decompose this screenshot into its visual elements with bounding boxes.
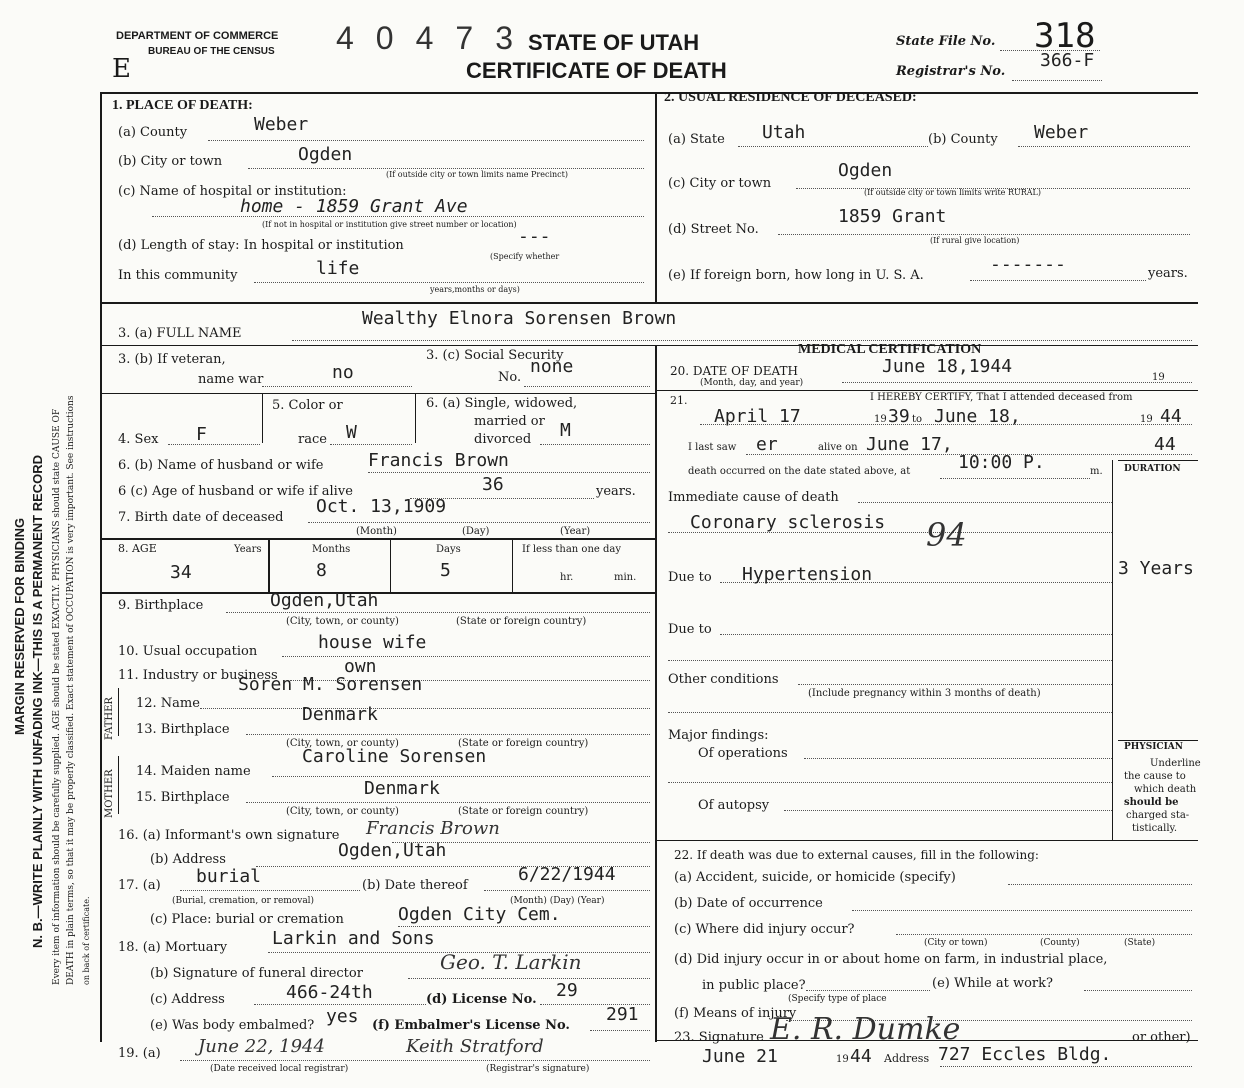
s2-state-label: (a) State	[668, 132, 725, 147]
alive-on: June 17,	[866, 434, 953, 455]
s1-city: Ogden	[298, 144, 353, 165]
immediate-cause: Coronary sclerosis	[690, 512, 886, 533]
phys-note-6: tistically.	[1132, 823, 1178, 834]
burial-date-label: (b) Date thereof	[362, 878, 468, 893]
license-label: (d) License No.	[426, 992, 537, 1007]
bp-state-note: (State or foreign country)	[456, 616, 587, 627]
date-of-death: June 18,1944	[882, 356, 1013, 377]
mortuary-label: 18. (a) Mortuary	[118, 940, 228, 955]
dod-label: 20. DATE OF DEATH	[670, 364, 798, 378]
cert-label: 21.	[670, 394, 688, 407]
embalmed: yes	[326, 1006, 359, 1027]
age-days: 5	[440, 560, 451, 581]
page-title: CERTIFICATE OF DEATH	[466, 58, 727, 83]
s2-city: Ogden	[838, 160, 893, 181]
mother-birthplace: Denmark	[364, 778, 440, 799]
address-label: Address	[884, 1052, 930, 1065]
s2-foreign-label: (e) If foreign born, how long in U. S. A.	[668, 268, 924, 283]
ssn-label: 3. (c) Social Security	[426, 348, 564, 363]
mbp-city-note: (City, town, or county)	[286, 806, 399, 817]
spouse: Francis Brown	[368, 450, 509, 471]
accident-label: (a) Accident, suicide, or homicide (specify)	[674, 870, 956, 885]
burial-mdy: (Month) (Day) (Year)	[510, 896, 605, 906]
s1-county-label: (a) County	[118, 125, 188, 140]
ops-label: Of operations	[698, 746, 788, 761]
attended-to-year: 44	[1160, 406, 1182, 427]
s2-foreign: -------	[990, 254, 1066, 275]
specify-place: (Specify type of place	[788, 994, 887, 1004]
birth-date: Oct. 13,1909	[316, 496, 447, 517]
to-label: to	[912, 414, 923, 425]
age-months: 8	[316, 560, 327, 581]
spouse-age: 36	[482, 474, 504, 495]
stamp-number: 40473	[336, 20, 535, 56]
vet-label: 3. (b) If veteran,	[118, 352, 226, 367]
mortuary: Larkin and Sons	[272, 928, 435, 949]
where-city: (City or town)	[924, 938, 988, 948]
marital-label-3: divorced	[474, 432, 532, 447]
bd-month: (Month)	[356, 526, 397, 537]
spouse-label: 6. (b) Name of husband or wife	[118, 458, 324, 473]
s2-years: years.	[1148, 266, 1188, 281]
last-saw: er	[756, 434, 778, 455]
occurrence-label: (b) Date of occurrence	[674, 896, 823, 911]
father-name-label: 12. Name	[136, 696, 200, 711]
s1-ymd: years,months or days)	[430, 285, 520, 294]
attended-from: April 17	[714, 406, 801, 427]
color-label: 5. Color or	[272, 398, 343, 413]
bd-year: (Year)	[560, 526, 591, 537]
s1-city-note: (If outside city or town limits name Precinct)	[386, 170, 568, 179]
director-label: (b) Signature of funeral director	[150, 966, 363, 981]
phys-note-3: which death	[1134, 784, 1197, 795]
s2-city-note: (If outside city or town limits write RURAL)	[864, 188, 1041, 197]
director-signature: Geo. T. Larkin	[440, 950, 582, 974]
spouse-age-label: 6 (c) Age of husband or wife if alive	[118, 484, 353, 499]
phys-note-5: charged sta-	[1126, 810, 1190, 821]
binding-note: MARGIN RESERVED FOR BINDING	[12, 517, 27, 735]
registrar-label-19: 19. (a)	[118, 1046, 161, 1061]
s2-street-note: (If rural give location)	[930, 236, 1020, 245]
s1-county: Weber	[254, 114, 309, 135]
s1-hosp-label: (c) Name of hospital or institution:	[118, 184, 347, 199]
vet-label-2: name war	[198, 372, 264, 387]
instructions-line-1: Every item of information should be carefully supplied. AGE should be stated EXACTLY. PHYSICIANS should state CAUSE OF	[52, 408, 62, 985]
instructions-line-2: DEATH in plain terms, so that it may be properly classified. Exact statement of OCCUPATION is very important. See instructions	[66, 395, 76, 985]
registrar-label: Registrar's No.	[896, 64, 1006, 79]
age-hr: hr.	[560, 572, 574, 583]
s2-title: 2. USUAL RESIDENCE OF DECEASED:	[664, 90, 917, 105]
mother-bp-label: 15. Birthplace	[136, 790, 230, 805]
registrar-signature: Keith Stratford	[406, 1036, 544, 1057]
at-work-label: (e) While at work?	[932, 976, 1053, 991]
embalmer-license: 291	[606, 1004, 639, 1025]
age-min: min.	[614, 572, 637, 583]
age-years-col: Years	[234, 544, 262, 555]
burial: burial	[196, 866, 262, 887]
informant-label: 16. (a) Informant's own signature	[118, 828, 340, 843]
reg-sig-note: (Registrar's signature)	[486, 1064, 590, 1074]
bp-city-note: (City, town, or county)	[286, 616, 399, 627]
where-state: (State)	[1124, 938, 1156, 948]
signed-date: June 21	[702, 1046, 778, 1067]
birthplace: Ogden,Utah	[270, 590, 379, 611]
sex: F	[196, 424, 207, 445]
s1-specify: (Specify whether	[490, 252, 560, 261]
dod-19: 19	[1152, 372, 1165, 383]
embalmer-label: (f) Embalmer's License No.	[372, 1018, 570, 1033]
s1-hosp-note: (If not in hospital or institution give street number or location)	[262, 220, 517, 229]
s1-title: 1. PLACE OF DEATH:	[112, 98, 253, 113]
industry-label: 11. Industry or business	[118, 668, 278, 683]
informant-signature: Francis Brown	[366, 818, 500, 839]
department: DEPARTMENT OF COMMERCE	[116, 30, 279, 42]
marital-label: 6. (a) Single, widowed,	[426, 396, 578, 411]
s2-county: Weber	[1034, 122, 1089, 143]
father-name: Soren M. Sorensen	[238, 674, 423, 695]
state-file-number: 318	[1034, 16, 1096, 56]
phys-note-2: the cause to	[1124, 771, 1186, 782]
other-label: Other conditions	[668, 672, 779, 687]
med-title: MEDICAL CERTIFICATION	[798, 342, 982, 357]
instructions-line-3: on back of certificate.	[82, 896, 91, 985]
state-file-label: State File No.	[896, 34, 996, 49]
veteran: no	[332, 362, 354, 383]
s1-community: life	[316, 258, 360, 279]
industry: own	[344, 656, 377, 677]
immediate-label: Immediate cause of death	[668, 490, 839, 505]
physician-head: PHYSICIAN	[1124, 742, 1183, 752]
s1-stay-label: (d) Length of stay: In hospital or institution	[118, 238, 404, 253]
s1-city-label: (b) City or town	[118, 154, 223, 169]
marital: M	[560, 420, 571, 441]
ssn: none	[530, 356, 574, 377]
physician-address: 727 Eccles Bldg.	[938, 1044, 1112, 1065]
sex-label: 4. Sex	[118, 432, 159, 447]
age-days-col: Days	[436, 544, 461, 555]
permanent-record-note: N. B.—WRITE PLAINLY WITH UNFADING INK—THIS IS A PERMANENT RECORD	[30, 454, 45, 948]
duration-1: 3 Years	[1118, 558, 1194, 579]
attended-from-year: 39	[888, 406, 910, 427]
years-label: years.	[596, 484, 636, 499]
phys-note-1: Underline	[1150, 758, 1201, 769]
duration-head: DURATION	[1124, 464, 1181, 474]
s2-county-label: (b) County	[928, 132, 998, 147]
occurred-label: death occurred on the date stated above, at	[688, 466, 911, 477]
father-bp-label: 13. Birthplace	[136, 722, 230, 737]
cause-code: 94	[926, 516, 967, 554]
s2-street: 1859 Grant	[838, 206, 947, 227]
cert-text: I HEREBY CERTIFY, That I attended deceased from	[870, 392, 1133, 403]
age-months-col: Months	[312, 544, 351, 555]
major-label: Major findings:	[668, 728, 769, 743]
s2-state: Utah	[762, 122, 806, 143]
where-county: (County)	[1040, 938, 1080, 948]
ssn-label-2: No.	[498, 370, 522, 385]
mother-name: Caroline Sorensen	[302, 746, 487, 767]
mbp-state-note: (State or foreign country)	[458, 806, 589, 817]
license: 29	[556, 980, 578, 1001]
place-label: (c) Place: burial or cremation	[150, 912, 344, 927]
name-label: 3. (a) FULL NAME	[118, 326, 242, 341]
last-saw-label: I last saw	[688, 442, 737, 453]
public-label: in public place?	[702, 978, 806, 993]
father-birthplace: Denmark	[302, 704, 378, 725]
reg-date-note: (Date received local registrar)	[210, 1064, 349, 1074]
s2-street-label: (d) Street No.	[668, 222, 759, 237]
bd-label: 7. Birth date of deceased	[118, 510, 284, 525]
time-of-death: 10:00 P.	[958, 452, 1045, 473]
full-name: Wealthy Elnora Sorensen Brown	[362, 308, 677, 329]
registrar-number: 366-F	[1040, 50, 1095, 71]
s1-hosp: home - 1859 Grant Ave	[240, 196, 468, 217]
inf-address-label: (b) Address	[150, 852, 226, 867]
age-label: 8. AGE	[118, 542, 157, 555]
occ-label: 10. Usual occupation	[118, 644, 258, 659]
s2-city-label: (c) City or town	[668, 176, 772, 191]
attended-to: June 18,	[934, 406, 1021, 427]
age-years: 34	[170, 562, 192, 583]
bd-day: (Day)	[462, 526, 490, 537]
phys-note-4: should be	[1124, 797, 1179, 808]
due1-label: Due to	[668, 570, 712, 585]
burial-date: 6/22/1944	[518, 864, 616, 885]
signed-19: 19	[836, 1054, 849, 1065]
alive-label: alive on	[818, 442, 858, 453]
dod-note: (Month, day, and year)	[700, 378, 804, 388]
marital-label-2: married or	[474, 414, 545, 429]
where-label: (c) Where did injury occur?	[674, 922, 855, 937]
home-label: (d) Did injury occur in or about home on farm, in industrial place,	[674, 952, 1108, 967]
fbp-city-note: (City, town, or county)	[286, 738, 399, 749]
age-lt-day: If less than one day	[522, 544, 621, 555]
occupation: house wife	[318, 632, 427, 653]
state-title: STATE OF UTAH	[528, 30, 700, 55]
race-label: race	[298, 432, 327, 447]
s1-stay: ---	[518, 226, 551, 247]
other-note: (Include pregnancy within 3 months of death)	[808, 688, 1041, 699]
bp-label: 9. Birthplace	[118, 598, 204, 613]
embalmed-label: (e) Was body embalmed?	[150, 1018, 315, 1033]
informant-address: Ogden,Utah	[338, 840, 447, 861]
m-label: m.	[1090, 466, 1103, 477]
fbp-state-note: (State or foreign country)	[458, 738, 589, 749]
means-label: (f) Means of injury	[674, 1006, 797, 1021]
father-label: FATHER	[104, 697, 115, 740]
signature-label: 23. Signature	[674, 1030, 764, 1045]
burial-place: Ogden City Cem.	[398, 904, 561, 925]
burial-note: (Burial, cremation, or removal)	[172, 896, 315, 906]
race: W	[346, 422, 357, 443]
corner-mark: E	[112, 54, 131, 84]
due-to-1: Hypertension	[742, 564, 873, 585]
from-19: 19	[874, 414, 887, 425]
signed-year: 44	[850, 1046, 872, 1067]
or-other: or other)	[1132, 1030, 1191, 1045]
physician-signature: E. R. Dumke	[770, 1012, 961, 1047]
mort-address-label: (c) Address	[150, 992, 225, 1007]
autopsy-label: Of autopsy	[698, 798, 770, 813]
s1-community-label: In this community	[118, 268, 238, 283]
registrar-date: June 22, 1944	[198, 1036, 325, 1057]
mother-name-label: 14. Maiden name	[136, 764, 251, 779]
alive-year: 44	[1154, 434, 1176, 455]
bureau: BUREAU OF THE CENSUS	[148, 46, 275, 57]
to-19: 19	[1140, 414, 1153, 425]
external-label: 22. If death was due to external causes, fill in the following:	[674, 848, 1039, 862]
due2-label: Due to	[668, 622, 712, 637]
mortuary-address: 466-24th	[286, 982, 373, 1003]
mother-label: MOTHER	[104, 769, 115, 818]
burial-label: 17. (a)	[118, 878, 161, 893]
